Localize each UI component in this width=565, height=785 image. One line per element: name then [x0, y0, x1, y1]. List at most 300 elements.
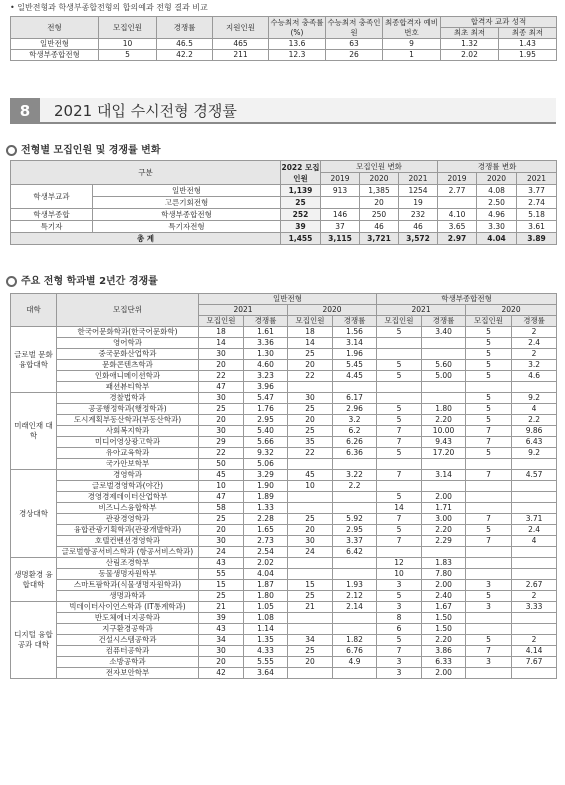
- value-cell: [512, 624, 557, 635]
- t2-header: 모집인원 변화: [321, 161, 438, 173]
- value-cell: 3.96: [244, 382, 288, 393]
- value-cell: 5: [466, 404, 512, 415]
- value-cell: 2: [512, 349, 557, 360]
- type-cell: 특기자전형: [93, 221, 281, 233]
- t3-header: 모집단위: [57, 294, 199, 327]
- value-cell: [422, 459, 466, 470]
- value-cell: [512, 547, 557, 558]
- table-cell: 1.43: [499, 39, 557, 50]
- value-cell: 5.66: [244, 437, 288, 448]
- value-cell: 2.4: [512, 525, 557, 536]
- college-cell: 생명환경 융합대학: [11, 558, 57, 602]
- value-cell: 5.06: [244, 459, 288, 470]
- value-cell: 1.67: [422, 602, 466, 613]
- value-cell: 5: [377, 327, 422, 338]
- value-cell: 25: [288, 349, 333, 360]
- table-row: [11, 635, 557, 646]
- value-cell: 2.95: [333, 525, 377, 536]
- value-cell: 1.83: [422, 558, 466, 569]
- value-cell: 3.22: [333, 470, 377, 481]
- value-cell: [466, 569, 512, 580]
- value-cell: 3: [466, 657, 512, 668]
- table-row: [11, 580, 557, 591]
- value-cell: 47: [199, 382, 244, 393]
- value-cell: 5: [466, 327, 512, 338]
- value-cell: 5: [466, 635, 512, 646]
- t3-subheader: 모집인원: [377, 316, 422, 327]
- value-cell: 1.87: [244, 580, 288, 591]
- value-cell: 3: [377, 657, 422, 668]
- value-cell: 21: [288, 602, 333, 613]
- table-cell: 63: [326, 39, 383, 50]
- value-cell: [377, 459, 422, 470]
- value-cell: 3: [377, 602, 422, 613]
- t1-header: 모집인원: [99, 17, 157, 39]
- subsection-heading: [6, 272, 158, 287]
- value-cell: 3.14: [422, 470, 466, 481]
- value-cell: 2.28: [244, 514, 288, 525]
- value-cell: 252: [281, 209, 321, 221]
- table-row: [11, 197, 557, 209]
- value-cell: 9.32: [244, 448, 288, 459]
- value-cell: [377, 382, 422, 393]
- value-cell: 1.08: [244, 613, 288, 624]
- unit-cell: 관광경영학과: [57, 514, 199, 525]
- table-cell: 10: [99, 39, 157, 50]
- value-cell: [288, 492, 333, 503]
- value-cell: 58: [199, 503, 244, 514]
- table-row: [11, 404, 557, 415]
- t1-header: 경쟁률: [157, 17, 213, 39]
- t1-header: 수능최저 충족인원: [327, 17, 381, 37]
- value-cell: 5.60: [422, 360, 466, 371]
- value-cell: [466, 503, 512, 514]
- table-cell: 1.95: [499, 50, 557, 61]
- t2-year: 2021: [399, 173, 438, 185]
- value-cell: 42: [199, 668, 244, 679]
- value-cell: 1.30: [244, 349, 288, 360]
- t2-year: 2019: [438, 173, 477, 185]
- value-cell: [512, 503, 557, 514]
- total-value: 4.04: [477, 233, 517, 245]
- value-cell: 5: [466, 448, 512, 459]
- table-cell: 5: [99, 50, 157, 61]
- value-cell: 1.56: [333, 327, 377, 338]
- subsection-title: 주요 전형 학과별 2년간 경쟁률: [21, 276, 158, 287]
- value-cell: 4: [512, 404, 557, 415]
- table-row: [11, 459, 557, 470]
- value-cell: 1.90: [244, 481, 288, 492]
- value-cell: 20: [288, 657, 333, 668]
- value-cell: 7: [466, 646, 512, 657]
- t1-header: 최종합격자 예비번호: [383, 17, 441, 39]
- value-cell: 3: [466, 580, 512, 591]
- value-cell: [377, 349, 422, 360]
- value-cell: 34: [288, 635, 333, 646]
- value-cell: 2.67: [512, 580, 557, 591]
- value-cell: 1.61: [244, 327, 288, 338]
- value-cell: 7: [377, 536, 422, 547]
- value-cell: 7: [466, 470, 512, 481]
- total-value: 3,721: [360, 233, 399, 245]
- value-cell: 5: [466, 393, 512, 404]
- value-cell: 25: [199, 514, 244, 525]
- value-cell: 25: [288, 514, 333, 525]
- value-cell: 6.33: [422, 657, 466, 668]
- college-cell: 미래인재 대학: [11, 393, 57, 470]
- table-row: [11, 221, 557, 233]
- table-row: [11, 481, 557, 492]
- table-cell: 1.32: [441, 39, 499, 50]
- value-cell: 1.14: [244, 624, 288, 635]
- value-cell: 22: [288, 371, 333, 382]
- value-cell: 3.77: [517, 185, 557, 197]
- table-cell: 465: [213, 39, 269, 50]
- value-cell: 5.40: [244, 426, 288, 437]
- value-cell: [288, 382, 333, 393]
- t2-year: 2020: [477, 173, 517, 185]
- value-cell: 7: [377, 426, 422, 437]
- value-cell: 3.40: [422, 327, 466, 338]
- t2-header: 구분: [11, 161, 281, 185]
- value-cell: 2.00: [422, 492, 466, 503]
- unit-cell: 중국문화산업학과: [57, 349, 199, 360]
- value-cell: [333, 492, 377, 503]
- value-cell: [422, 382, 466, 393]
- value-cell: 2.50: [477, 197, 517, 209]
- value-cell: 7: [466, 437, 512, 448]
- unit-cell: 소방공학과: [57, 657, 199, 668]
- value-cell: [333, 382, 377, 393]
- t3-year: 2021: [377, 305, 466, 316]
- t3-subheader: 경쟁률: [333, 316, 377, 327]
- value-cell: 3.64: [244, 668, 288, 679]
- table-row: [11, 547, 557, 558]
- value-cell: 7.80: [422, 569, 466, 580]
- value-cell: 9.43: [422, 437, 466, 448]
- value-cell: [466, 624, 512, 635]
- table-row: [11, 393, 557, 404]
- value-cell: 5: [377, 371, 422, 382]
- value-cell: 3.33: [512, 602, 557, 613]
- table-row: [11, 426, 557, 437]
- value-cell: 3.00: [422, 514, 466, 525]
- total-label: 총 계: [11, 233, 281, 245]
- value-cell: 4.04: [244, 569, 288, 580]
- value-cell: [422, 547, 466, 558]
- value-cell: 30: [199, 426, 244, 437]
- value-cell: 6.42: [333, 547, 377, 558]
- table-row: [11, 39, 557, 50]
- value-cell: 4.33: [244, 646, 288, 657]
- total-value: 2.97: [438, 233, 477, 245]
- value-cell: 45: [199, 470, 244, 481]
- value-cell: 3.2: [512, 360, 557, 371]
- value-cell: 22: [199, 371, 244, 382]
- value-cell: 9.86: [512, 426, 557, 437]
- value-cell: 6.17: [333, 393, 377, 404]
- value-cell: 14: [199, 338, 244, 349]
- unit-cell: 문화콘텐츠학과: [57, 360, 199, 371]
- value-cell: 1,385: [360, 185, 399, 197]
- value-cell: 4.08: [477, 185, 517, 197]
- unit-cell: 지구환경공학과: [57, 624, 199, 635]
- value-cell: 1.05: [244, 602, 288, 613]
- value-cell: [333, 624, 377, 635]
- value-cell: [512, 569, 557, 580]
- value-cell: 2.96: [333, 404, 377, 415]
- value-cell: [422, 481, 466, 492]
- value-cell: 50: [199, 459, 244, 470]
- value-cell: 15: [288, 580, 333, 591]
- t3-subheader: 모집인원: [466, 316, 512, 327]
- section-title: 2021 대입 수시전형 경쟁률: [54, 102, 237, 120]
- value-cell: 46: [399, 221, 438, 233]
- unit-cell: 인화애니메이션학과: [57, 371, 199, 382]
- value-cell: 913: [321, 185, 360, 197]
- value-cell: [466, 558, 512, 569]
- value-cell: 4.96: [477, 209, 517, 221]
- unit-cell: 산림조경학부: [57, 558, 199, 569]
- unit-cell: 전자보안학부: [57, 668, 199, 679]
- table-row: [11, 415, 557, 426]
- value-cell: 30: [199, 393, 244, 404]
- table-row: [11, 371, 557, 382]
- value-cell: 7: [377, 470, 422, 481]
- table-cell: 학생부종합전형: [11, 50, 99, 61]
- t3-header: 대학: [11, 294, 57, 327]
- value-cell: 2.40: [422, 591, 466, 602]
- value-cell: 7: [466, 514, 512, 525]
- t3-year: 2021: [199, 305, 288, 316]
- value-cell: 2.2: [512, 415, 557, 426]
- value-cell: 3.86: [422, 646, 466, 657]
- value-cell: 2.20: [422, 525, 466, 536]
- value-cell: 25: [288, 591, 333, 602]
- unit-cell: 공공행정학과(행정학과): [57, 404, 199, 415]
- t3-subheader: 모집인원: [199, 316, 244, 327]
- value-cell: 232: [399, 209, 438, 221]
- value-cell: 30: [288, 536, 333, 547]
- table-row: [11, 503, 557, 514]
- value-cell: [466, 459, 512, 470]
- value-cell: [288, 613, 333, 624]
- table-cell: 13.6: [269, 39, 326, 50]
- value-cell: 2.12: [333, 591, 377, 602]
- table-row: [11, 360, 557, 371]
- table-row: [11, 558, 557, 569]
- table-cell: 2.02: [441, 50, 499, 61]
- value-cell: [288, 668, 333, 679]
- value-cell: 4.6: [512, 371, 557, 382]
- value-cell: 10: [199, 481, 244, 492]
- value-cell: 20: [288, 415, 333, 426]
- unit-cell: 미디어영상광고학과: [57, 437, 199, 448]
- t3-subheader: 경쟁률: [512, 316, 557, 327]
- value-cell: 7: [466, 536, 512, 547]
- value-cell: [466, 481, 512, 492]
- t3-year: 2020: [288, 305, 377, 316]
- value-cell: 24: [288, 547, 333, 558]
- value-cell: 3.14: [333, 338, 377, 349]
- value-cell: [321, 197, 360, 209]
- table-cell: 9: [383, 39, 441, 50]
- value-cell: 146: [321, 209, 360, 221]
- value-cell: 30: [199, 646, 244, 657]
- value-cell: 55: [199, 569, 244, 580]
- unit-cell: 글로벌경영학과(야간): [57, 481, 199, 492]
- value-cell: [333, 613, 377, 624]
- unit-cell: 비즈니스융합학부: [57, 503, 199, 514]
- value-cell: 12: [377, 558, 422, 569]
- value-cell: 5: [466, 591, 512, 602]
- value-cell: 3.37: [333, 536, 377, 547]
- t3-subheader: 경쟁률: [244, 316, 288, 327]
- value-cell: 19: [399, 197, 438, 209]
- college-cell: 경상대학: [11, 470, 57, 558]
- value-cell: 2.20: [422, 415, 466, 426]
- value-cell: [466, 492, 512, 503]
- value-cell: 1.35: [244, 635, 288, 646]
- value-cell: 1.80: [244, 591, 288, 602]
- value-cell: 20: [199, 360, 244, 371]
- value-cell: 3.30: [477, 221, 517, 233]
- unit-cell: 유아교육학과: [57, 448, 199, 459]
- category-cell: 특기자: [11, 221, 93, 233]
- value-cell: [288, 558, 333, 569]
- value-cell: [466, 613, 512, 624]
- unit-cell: 컴퓨터공학과: [57, 646, 199, 657]
- value-cell: 10: [377, 569, 422, 580]
- value-cell: 2: [512, 327, 557, 338]
- value-cell: 1.80: [422, 404, 466, 415]
- value-cell: 30: [199, 349, 244, 360]
- value-cell: 8: [377, 613, 422, 624]
- value-cell: 2.00: [422, 668, 466, 679]
- unit-cell: 빅데이터사이언스학과 (IT통계학과): [57, 602, 199, 613]
- value-cell: 6.43: [512, 437, 557, 448]
- table-row: [11, 668, 557, 679]
- value-cell: 29: [199, 437, 244, 448]
- value-cell: 4.10: [438, 209, 477, 221]
- value-cell: 5: [377, 415, 422, 426]
- unit-cell: 영어학과: [57, 338, 199, 349]
- value-cell: 4.60: [244, 360, 288, 371]
- value-cell: [288, 503, 333, 514]
- value-cell: [438, 197, 477, 209]
- value-cell: 7: [377, 437, 422, 448]
- value-cell: 5.92: [333, 514, 377, 525]
- value-cell: 6.76: [333, 646, 377, 657]
- value-cell: [466, 668, 512, 679]
- value-cell: 6.36: [333, 448, 377, 459]
- table-row: [11, 327, 557, 338]
- total-value: 3,572: [399, 233, 438, 245]
- value-cell: 5: [377, 492, 422, 503]
- value-cell: 1.96: [333, 349, 377, 360]
- value-cell: 5: [377, 404, 422, 415]
- value-cell: 1.93: [333, 580, 377, 591]
- table-row: [11, 657, 557, 668]
- value-cell: 6.26: [333, 437, 377, 448]
- value-cell: 2: [512, 591, 557, 602]
- value-cell: 1.71: [422, 503, 466, 514]
- value-cell: 2.73: [244, 536, 288, 547]
- unit-cell: 사회복지학과: [57, 426, 199, 437]
- value-cell: [422, 338, 466, 349]
- value-cell: 5: [377, 525, 422, 536]
- t3-header: 학생부종합전형: [377, 294, 557, 305]
- value-cell: 5.55: [244, 657, 288, 668]
- value-cell: 2.4: [512, 338, 557, 349]
- total-row: [11, 233, 557, 245]
- value-cell: 2.02: [244, 558, 288, 569]
- value-cell: 1.65: [244, 525, 288, 536]
- subsection-title: 전형별 모집인원 및 경쟁률 변화: [21, 145, 161, 156]
- table-row: [11, 209, 557, 221]
- value-cell: 2.00: [422, 580, 466, 591]
- value-cell: 2.14: [333, 602, 377, 613]
- section-banner: [10, 98, 556, 124]
- value-cell: 5: [377, 448, 422, 459]
- value-cell: 3.2: [333, 415, 377, 426]
- value-cell: [333, 558, 377, 569]
- value-cell: [333, 668, 377, 679]
- value-cell: [288, 459, 333, 470]
- value-cell: 30: [199, 536, 244, 547]
- value-cell: 17.20: [422, 448, 466, 459]
- value-cell: 10.00: [422, 426, 466, 437]
- value-cell: 250: [360, 209, 399, 221]
- unit-cell: 패션뷰티학부: [57, 382, 199, 393]
- value-cell: 1.50: [422, 624, 466, 635]
- value-cell: [333, 459, 377, 470]
- value-cell: 39: [199, 613, 244, 624]
- table-row: [11, 437, 557, 448]
- value-cell: 20: [288, 525, 333, 536]
- value-cell: [512, 492, 557, 503]
- t2-year: 2021: [517, 173, 557, 185]
- value-cell: 5: [466, 349, 512, 360]
- value-cell: 6: [377, 624, 422, 635]
- value-cell: 3.29: [244, 470, 288, 481]
- value-cell: 30: [288, 393, 333, 404]
- value-cell: 3.71: [512, 514, 557, 525]
- table-row: [11, 470, 557, 481]
- t3-subheader: 경쟁률: [422, 316, 466, 327]
- value-cell: 7: [377, 514, 422, 525]
- total-value: 3.89: [517, 233, 557, 245]
- t1-subheader: 최초 최저: [441, 28, 499, 39]
- value-cell: 4.57: [512, 470, 557, 481]
- t2-header: 경쟁률 변화: [438, 161, 557, 173]
- unit-cell: 건설시스템공학과: [57, 635, 199, 646]
- value-cell: 4.9: [333, 657, 377, 668]
- value-cell: 46: [360, 221, 399, 233]
- note-text: • 일반전형과 학생부종합전형의 합의예과 전형 결과 비교: [10, 3, 208, 12]
- unit-cell: 동물생명자원학부: [57, 569, 199, 580]
- value-cell: [466, 382, 512, 393]
- value-cell: 14: [377, 503, 422, 514]
- value-cell: 20: [288, 360, 333, 371]
- value-cell: [288, 624, 333, 635]
- department-competition-table: [10, 293, 556, 679]
- value-cell: 1.82: [333, 635, 377, 646]
- value-cell: 5: [466, 338, 512, 349]
- value-cell: 18: [288, 327, 333, 338]
- value-cell: 2.2: [333, 481, 377, 492]
- value-cell: [288, 569, 333, 580]
